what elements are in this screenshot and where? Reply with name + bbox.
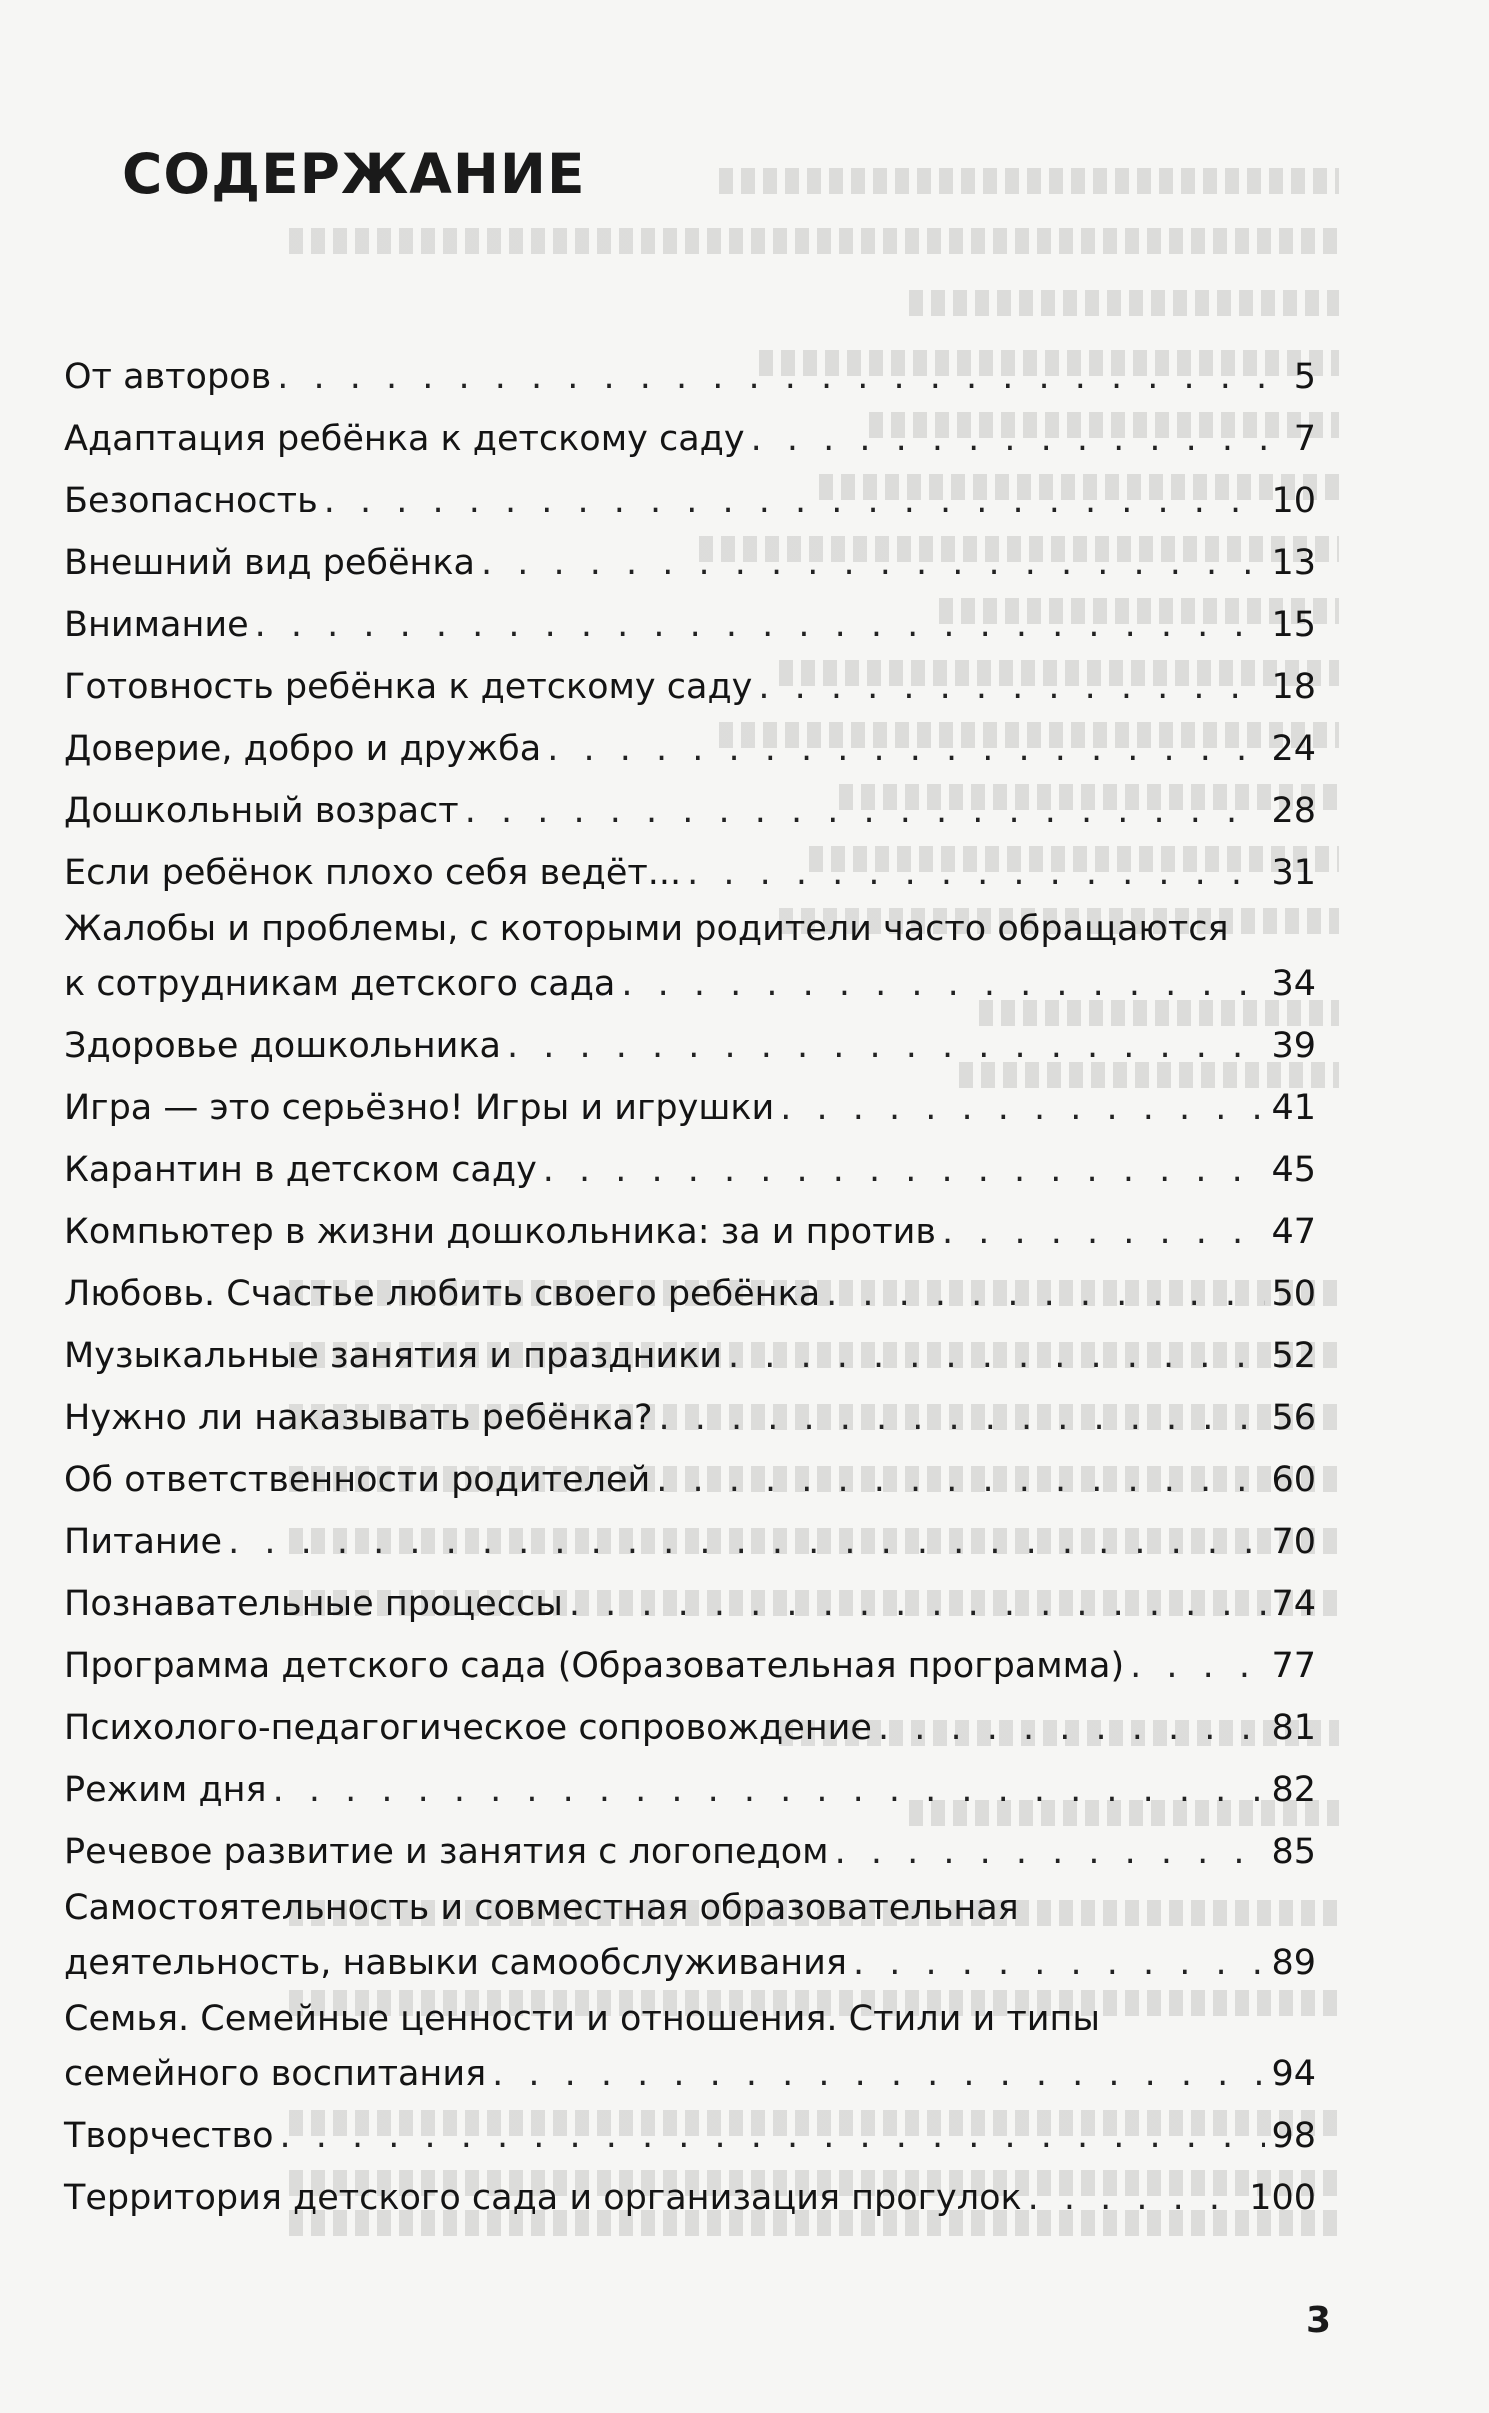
toc-entry-title: Территория детского сада и организация прогулок: [64, 2178, 1022, 2218]
toc-entry-title-cont: деятельность, навыки самообслуживания: [64, 1943, 847, 1983]
toc-entry-page: 50: [1271, 1274, 1316, 1314]
toc-entry: [64, 1139, 1316, 1201]
dot-leader: [728, 1325, 1265, 1387]
toc-entry-title: Внимание: [64, 605, 249, 645]
dot-leader: [255, 594, 1266, 656]
toc-entry: [64, 346, 1316, 408]
dot-leader: [826, 1263, 1265, 1325]
toc-entry: [64, 718, 1316, 780]
toc-entry-page: 77: [1271, 1646, 1316, 1686]
toc-entry-title: Познавательные процессы: [64, 1584, 563, 1624]
toc-entry: [64, 1325, 1316, 1387]
toc-entry-page: 18: [1271, 667, 1316, 707]
toc-entry-title: Адаптация ребёнка к детскому саду: [64, 419, 745, 459]
toc-entry: [64, 1635, 1316, 1697]
dot-leader: [324, 470, 1266, 532]
toc-entry: [64, 2105, 1316, 2167]
toc-entry: [64, 656, 1316, 718]
toc-entry-title: Жалобы и проблемы, с которыми родители часто обращаются: [64, 909, 1229, 949]
toc-entry: [64, 1015, 1316, 1077]
toc-entry-title-cont: к сотрудникам детского сада: [64, 964, 616, 1004]
toc-entry-title: Любовь. Счастье любить своего ребёнка: [64, 1274, 821, 1314]
toc-entry-page: 85: [1271, 1832, 1316, 1872]
toc-entry: [64, 1697, 1316, 1759]
toc-entry-title: Об ответственности родителей: [64, 1460, 651, 1500]
table-of-contents: [64, 346, 1316, 2229]
toc-entry-page: 82: [1271, 1770, 1316, 1810]
dot-leader: [277, 346, 1266, 408]
toc-entry-title: Программа детского сада (Образовательная программа): [64, 1646, 1125, 1686]
toc-entry-page: 31: [1271, 853, 1316, 893]
dot-leader: [465, 780, 1266, 842]
toc-entry-page: 39: [1271, 1026, 1316, 1066]
toc-entry-title: Семья. Семейные ценности и отношения. Стили и типы: [64, 1999, 1100, 2039]
toc-entry: [64, 408, 1316, 470]
toc-entry: [64, 1449, 1316, 1511]
toc-entry: [64, 1201, 1316, 1263]
dot-leader: [878, 1697, 1265, 1759]
toc-entry: [64, 780, 1316, 842]
dot-leader: [481, 532, 1265, 594]
toc-entry: [64, 1511, 1316, 1573]
toc-entry-page: 15: [1271, 605, 1316, 645]
toc-entry-page: 100: [1249, 2178, 1316, 2218]
dot-leader: [758, 656, 1265, 718]
page-number: 3: [1306, 2300, 1332, 2341]
toc-entry-title-cont: семейного воспитания: [64, 2054, 487, 2094]
toc-entry-title: Безопасность: [64, 481, 318, 521]
toc-entry-page: 60: [1271, 1460, 1316, 1500]
toc-entry-title: Готовность ребёнка к детскому саду: [64, 667, 753, 707]
toc-entry-title: От авторов: [64, 357, 272, 397]
toc-entry: [64, 470, 1316, 532]
toc-entry-page: 52: [1271, 1336, 1316, 1376]
dot-leader: [1028, 2167, 1244, 2229]
toc-entry-page: 81: [1271, 1708, 1316, 1748]
dot-leader: [621, 954, 1265, 1015]
toc-entry-page: 13: [1271, 543, 1316, 583]
toc-entry: [64, 1994, 1316, 2105]
toc-entry-title: Питание: [64, 1522, 223, 1562]
toc-entry-title: Карантин в детском саду: [64, 1150, 537, 1190]
toc-entry: [64, 1077, 1316, 1139]
toc-entry-page: 45: [1271, 1150, 1316, 1190]
dot-leader: [687, 842, 1265, 904]
toc-entry-title: Компьютер в жизни дошкольника: за и против: [64, 1212, 936, 1252]
dot-leader: [569, 1573, 1266, 1635]
dot-leader: [1130, 1635, 1265, 1697]
toc-heading: СОДЕРЖАНИЕ: [122, 142, 586, 206]
toc-entry-title: Здоровье дошкольника: [64, 1026, 502, 1066]
toc-entry-page: 47: [1271, 1212, 1316, 1252]
toc-entry-page: 34: [1271, 964, 1316, 1004]
toc-entry-page: 28: [1271, 791, 1316, 831]
toc-entry-title: Внешний вид ребёнка: [64, 543, 475, 583]
dot-leader: [280, 2105, 1266, 2167]
dot-leader: [543, 1139, 1266, 1201]
toc-entry-page: 89: [1271, 1943, 1316, 1983]
dot-leader: [751, 408, 1266, 470]
dot-leader: [853, 1933, 1265, 1994]
toc-entry-title: Нужно ли наказывать ребёнка?: [64, 1398, 653, 1438]
toc-entry-page: 7: [1293, 419, 1316, 459]
toc-entry-title: Музыкальные занятия и праздники: [64, 1336, 722, 1376]
toc-entry: [64, 842, 1316, 904]
dot-leader: [492, 2044, 1265, 2105]
toc-entry-title: Если ребёнок плохо себя ведёт...: [64, 853, 682, 893]
dot-leader: [942, 1201, 1265, 1263]
dot-leader: [547, 718, 1265, 780]
toc-entry-title: Режим дня: [64, 1770, 267, 1810]
dot-leader: [507, 1015, 1265, 1077]
toc-entry: [64, 594, 1316, 656]
dot-leader: [656, 1449, 1265, 1511]
toc-entry-page: 56: [1271, 1398, 1316, 1438]
dot-leader: [228, 1511, 1265, 1573]
toc-entry-page: 5: [1293, 357, 1316, 397]
toc-entry-page: 94: [1271, 2054, 1316, 2094]
toc-entry-page: 98: [1271, 2116, 1316, 2156]
toc-entry: [64, 1263, 1316, 1325]
toc-entry: [64, 904, 1316, 1015]
toc-entry: [64, 1821, 1316, 1883]
toc-entry-title: Игра — это серьёзно! Игры и игрушки: [64, 1088, 775, 1128]
toc-entry: [64, 532, 1316, 594]
toc-entry-page: 24: [1271, 729, 1316, 769]
dot-leader: [780, 1077, 1265, 1139]
toc-entry-page: 70: [1271, 1522, 1316, 1562]
toc-entry-title: Самостоятельность и совместная образовательная: [64, 1888, 1019, 1928]
dot-leader: [273, 1759, 1266, 1821]
toc-entry-page: 74: [1271, 1584, 1316, 1624]
toc-entry-title: Доверие, добро и дружба: [64, 729, 542, 769]
toc-entry-page: 10: [1271, 481, 1316, 521]
toc-entry: [64, 1759, 1316, 1821]
toc-entry: [64, 1387, 1316, 1449]
dot-leader: [835, 1821, 1266, 1883]
toc-entry: [64, 1883, 1316, 1994]
toc-entry: [64, 2167, 1316, 2229]
toc-entry-title: Психолого-педагогическое сопровождение: [64, 1708, 872, 1748]
toc-entry: [64, 1573, 1316, 1635]
toc-entry-title: Дошкольный возраст: [64, 791, 459, 831]
toc-entry-page: 41: [1271, 1088, 1316, 1128]
dot-leader: [659, 1387, 1266, 1449]
toc-entry-title: Творчество: [64, 2116, 274, 2156]
toc-entry-title: Речевое развитие и занятия с логопедом: [64, 1832, 829, 1872]
